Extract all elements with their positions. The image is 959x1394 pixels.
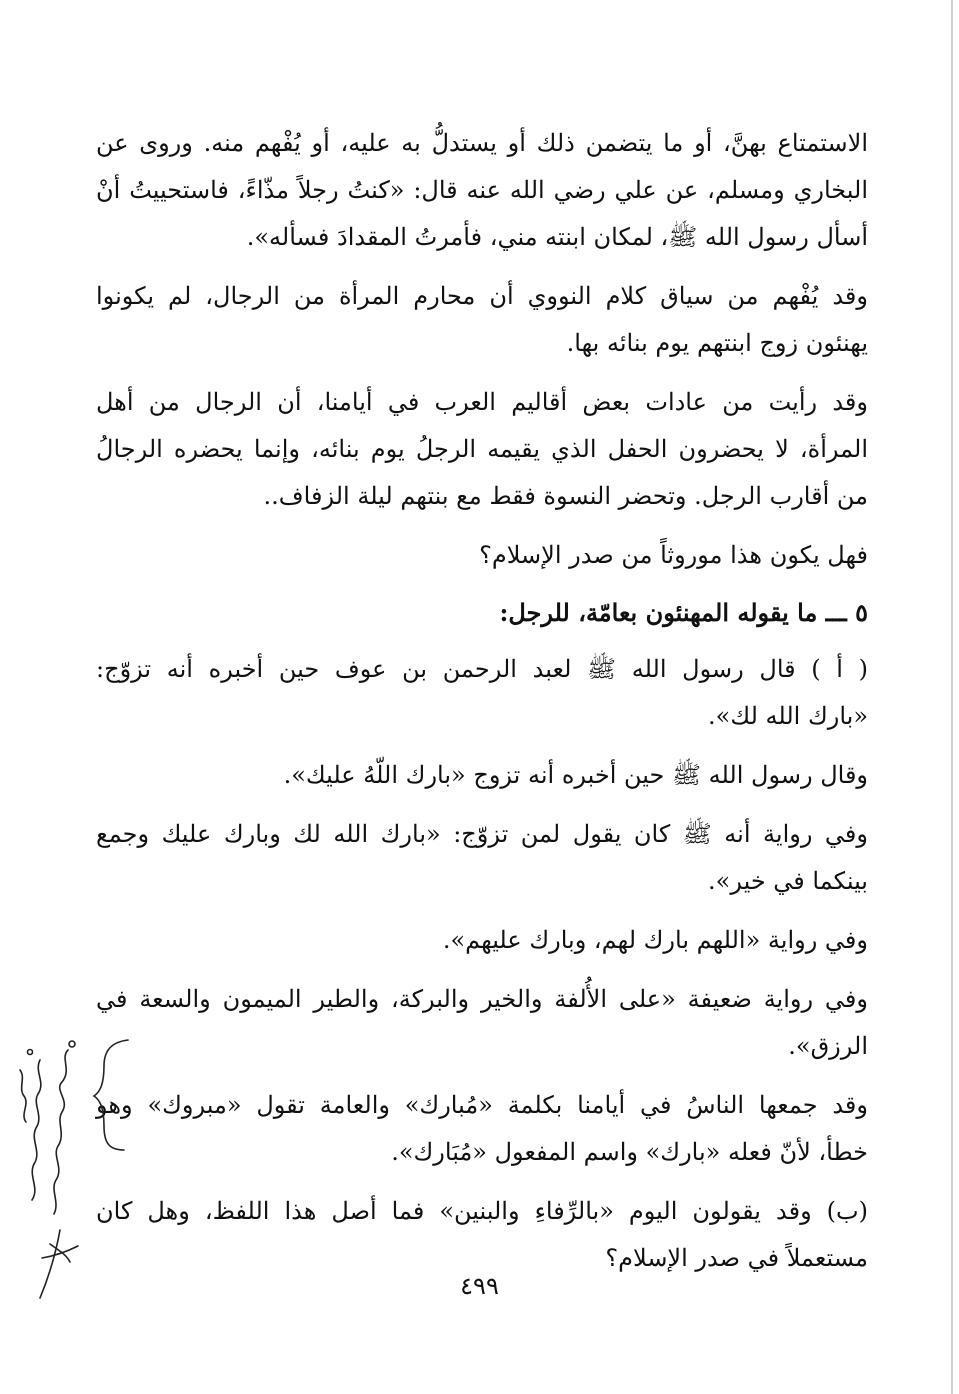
paragraph [96,752,868,799]
paragraph [96,120,868,261]
page-number: ٤٩٩ [460,1272,499,1300]
text-line: مستعملاً في صدر الإسلام؟ [605,1244,868,1272]
text-line: خطأ، لأنّ فعله «بارك» واسم المفعول «مُبَارك». [391,1138,868,1166]
paragraph [96,1188,868,1282]
text-line: يهنئون زوج ابنتهم يوم بنائه بها. [566,329,868,357]
text-line: وقد يُفْهم من سياق كلام النووي أن محارم المرأة من الرجال، لم يكونوا [96,282,868,310]
paragraph [96,1082,868,1176]
text-line: ( أ ) قال رسول الله ﷺ لعبد الرحمن بن عوف حين أخبره أنه تزوّج: [96,655,868,683]
text-line: الاستمتاع بهنَّ، أو ما يتضمن ذلك أو يستدلُّ به عليه، أو يُفْهم منه. وروى عن [96,129,868,157]
text-line: الرزق». [788,1032,868,1060]
text-line: «بارك الله لك». [708,702,868,730]
paragraph [96,379,868,520]
text-line: وفي رواية ضعيفة «على الأُلفة والخير والبركة، والطير الميمون والسعة في [96,985,868,1013]
text-line: وفي رواية «اللهم بارك لهم، وبارك عليهم». [442,926,868,954]
text-line: أسأل رسول الله ﷺ، لمكان ابنته مني، فأمرتُ المقدادَ فسأله». [246,223,868,251]
text-line: فهل يكون هذا موروثاً من صدر الإسلام؟ [479,541,868,569]
text-line: المرأة، لا يحضرون الحفل الذي يقيمه الرجلُ يوم بنائه، وإنما يحضره الرجالُ [96,435,868,463]
text-line: وقال رسول الله ﷺ حين أخبره أنه تزوج «بارك اللّهُ عليك». [283,761,868,789]
paragraph [96,532,868,579]
paragraph [96,976,868,1070]
page-edge [951,0,953,1394]
text-line: بينكما في خير». [708,867,868,895]
paragraph [96,273,868,367]
text-line: البخاري ومسلم، عن علي رضي الله عنه قال: «كنتُ رجلاً مذّاءً، فاستحييتُ أنْ [96,176,868,204]
body-text [96,120,868,1294]
text-line: وفي رواية أنه ﷺ كان يقول لمن تزوّج: «بارك الله لك وبارك عليك وجمع [96,820,868,848]
text-line: وقد جمعها الناسُ في أيامنا بكلمة «مُبارك» والعامة تقول «مبروك» وهو [96,1091,868,1119]
paragraph [96,811,868,905]
paragraph [96,917,868,964]
text-line: ٥ ـــ ما يقوله المهنئون بعامّة، للرجل: [499,598,868,627]
section-heading [96,589,868,636]
text-line: وقد رأيت من عادات بعض أقاليم العرب في أيامنا، أن الرجال من أهل [96,388,868,416]
text-line: (ب) وقد يقولون اليوم «بالرِّفاءِ والبنين» فما أصل هذا اللفظ، وهل كان [96,1197,868,1225]
text-line: من أقارب الرجل. وتحضر النسوة فقط مع بنتهم ليلة الزفاف.. [263,482,868,510]
paragraph [96,646,868,740]
bracket-mark [94,1040,128,1150]
